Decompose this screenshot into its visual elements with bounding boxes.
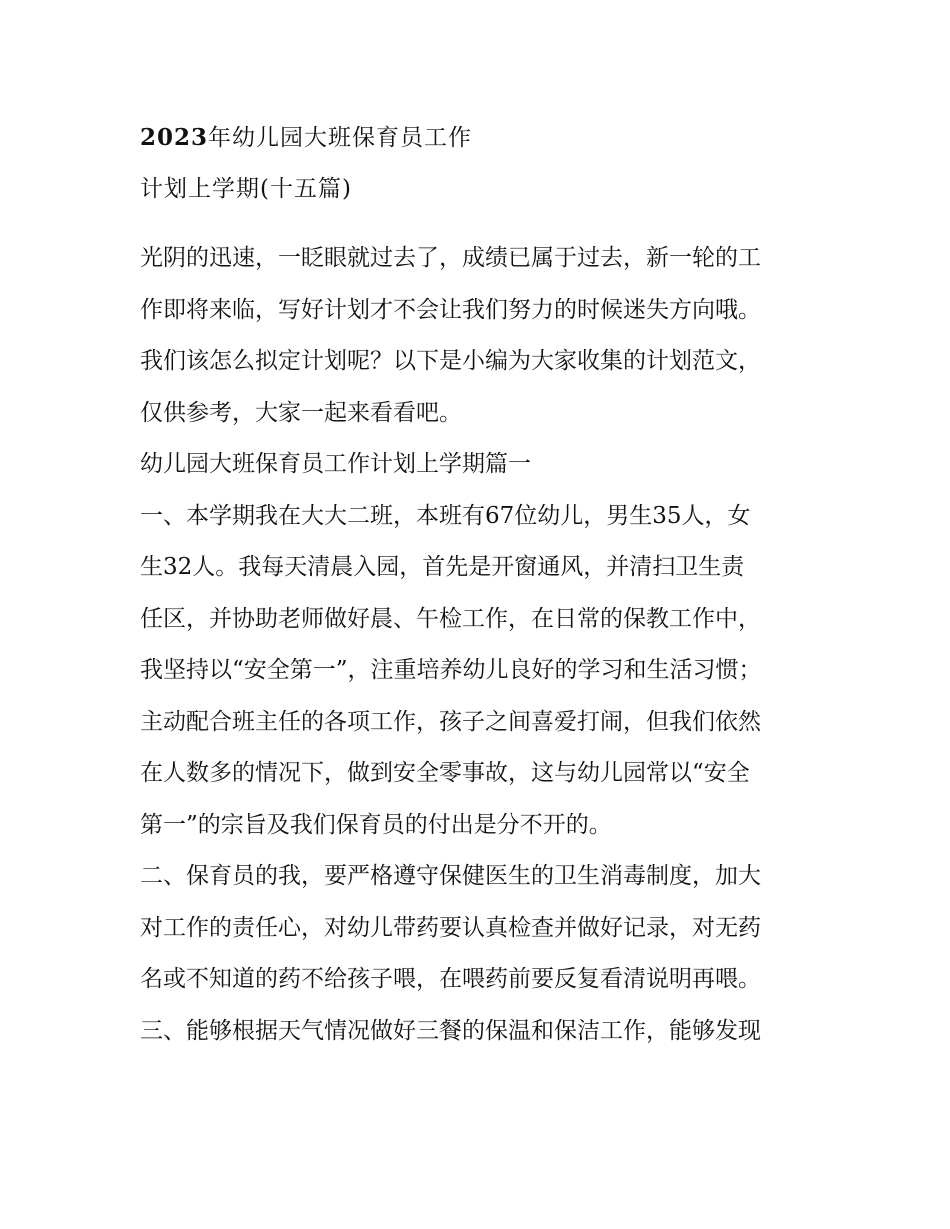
section-heading: 幼儿园大班保育员工作计划上学期篇一 [140,451,531,477]
body-line: 名或不知道的药不给孩子喂，在喂药前要反复看清说明再喂。 [140,966,761,992]
body-line: 光阴的迅速，一眨眼就过去了，成绩已属于过去，新一轮的工 [140,245,761,271]
body-line: 在人数多的情况下，做到安全零事故，这与幼儿园常以“安全 [140,760,750,786]
body-line: 三、能够根据天气情况做好三餐的保温和保洁工作，能够发现 [140,1017,761,1044]
body-line: 第一”的宗旨及我们保育员的付出是分不开的。 [140,811,612,838]
document-body [140,233,812,1057]
title-year: 2023 [140,124,209,151]
body-line: 一、本学期我在大大二班，本班有67位幼儿，男生35人，女 [140,502,751,529]
title-line-2: 计划上学期(十五篇) [140,175,352,202]
body-line: 主动配合班主任的各项工作，孩子之间喜爱打闹，但我们依然 [140,708,761,735]
body-line: 对工作的责任心，对幼儿带药要认真检查并做好记录，对无药 [140,914,761,941]
body-line: 二、保育员的我，要严格遵守保健医生的卫生消毒制度，加大 [140,863,761,889]
body-line: 我坚持以“安全第一”，注重培养幼儿良好的学习和生活习惯； [140,657,762,683]
body-line: 生32人。我每天清晨入园，首先是开窗通风，并清扫卫生责 [140,554,745,580]
title-line-1-rest: 年幼儿园大班保育员工作 [208,125,473,151]
body-line: 任区，并协助老师做好晨、午检工作，在日常的保教工作中， [140,605,761,632]
document-page [140,112,812,1057]
body-line: 作即将来临，写好计划才不会让我们努力的时候迷失方向哦。 [140,296,761,323]
body-line: 仅供参考，大家一起来看看吧。 [140,399,462,426]
body-line: 我们该怎么拟定计划呢？以下是小编为大家收集的计划范文， [140,348,761,374]
title-line-1 [140,112,812,164]
document-title [140,112,812,215]
